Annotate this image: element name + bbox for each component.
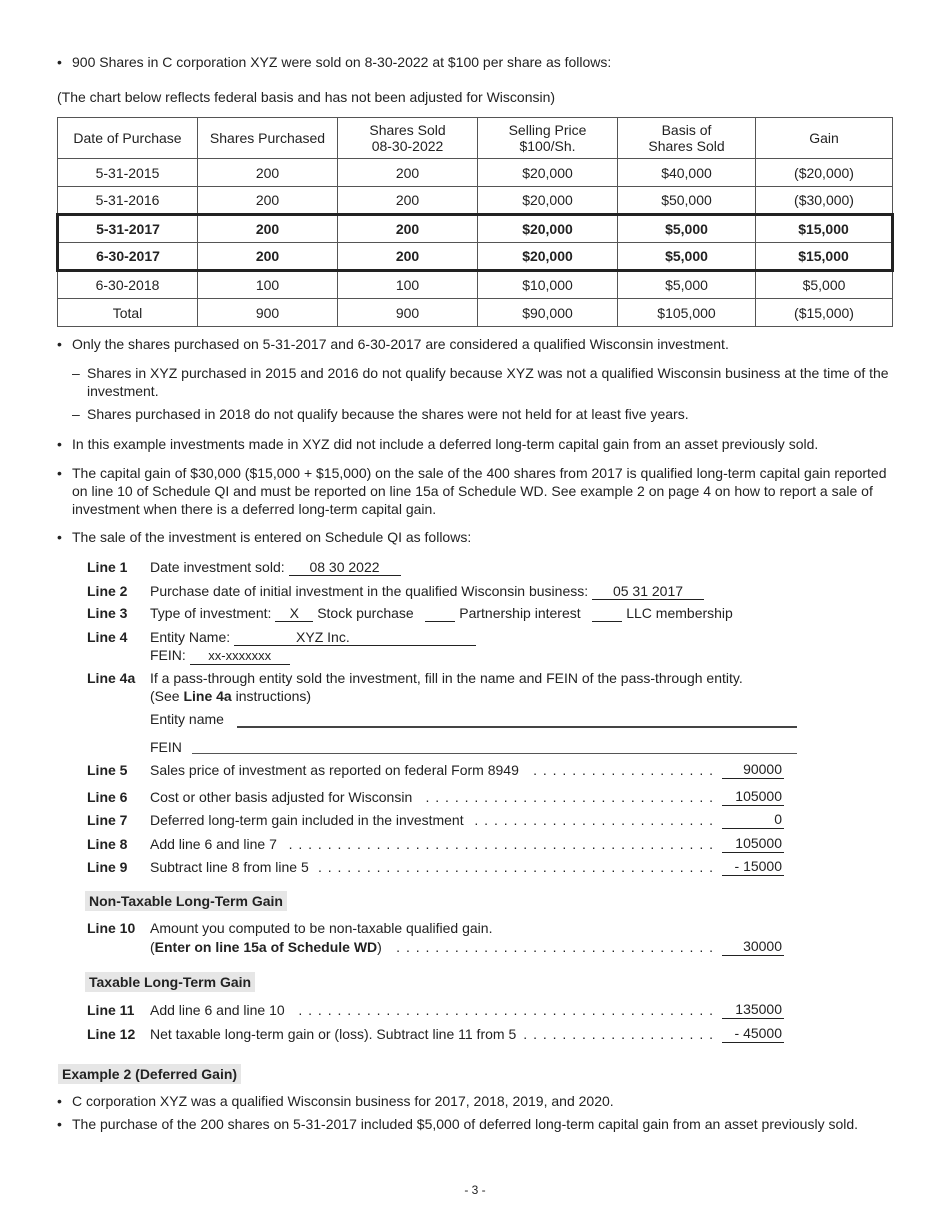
line-text <box>150 582 704 600</box>
leader-dots: . . . . . . . . . . . . . . . . . . . . <box>523 1026 714 1042</box>
table-header <box>58 118 893 159</box>
table-cell: $40,000 <box>618 159 756 187</box>
line-bold: Enter on line 15a of Schedule WD <box>154 939 378 955</box>
table-cell: $10,000 <box>478 271 618 299</box>
sub-bullet: – Shares in XYZ purchased in 2015 and 2016 do not qualify because XYZ was not a qualified Wisconsin business at the time of the investment. <box>72 364 897 400</box>
table-cell: 5-31-2017 <box>58 215 198 243</box>
table-row <box>58 215 893 243</box>
bullet: • The sale of the investment is entered on Schedule QI as follows: <box>57 528 897 546</box>
leader-dots: . . . . . . . . . . . . . . . . . . . . . . . . . . . . . . . . . <box>396 939 714 955</box>
leader-dots: . . . . . . . . . . . . . . . . . . . . . . . . . . . . . . . . . . . . . . . . . <box>317 859 714 875</box>
table-cell: $5,000 <box>618 215 756 243</box>
line-desc: Cost or other basis adjusted for Wisconsin <box>150 789 413 805</box>
leader-dots: . . . . . . . . . . . . . . . . . . . . . . . . . . . . . . <box>425 789 714 805</box>
bullet: • Only the shares purchased on 5-31-2017 and 6-30-2017 are considered a qualified Wisconsin investment. <box>57 335 897 353</box>
bullet: • C corporation XYZ was a qualified Wisconsin business for 2017, 2018, 2019, and 2020. <box>57 1092 897 1110</box>
line-label: Line 12 <box>87 1026 136 1042</box>
table-cell: $5,000 <box>756 271 893 299</box>
pt-entity-name-field[interactable] <box>237 726 797 728</box>
col-date: Date of Purchase <box>58 118 198 159</box>
table-cell: $15,000 <box>756 243 893 271</box>
line-desc: Subtract line 8 from line 5 <box>150 859 309 875</box>
llc-label: LLC membership <box>626 605 733 621</box>
see-bold: Line 4a <box>183 688 232 704</box>
pt-fein-label: FEIN <box>150 739 182 755</box>
line-label: Line 1 <box>87 559 128 575</box>
table-cell: $50,000 <box>618 187 756 215</box>
line11-value[interactable]: 135000 <box>722 1000 784 1019</box>
bullet-text: C corporation XYZ was a qualified Wisconsin business for 2017, 2018, 2019, and 2020. <box>72 1093 614 1109</box>
line12-value[interactable]: - 45000 <box>722 1024 784 1043</box>
line-desc: (Enter on line 15a of Schedule WD) <box>150 939 382 955</box>
pt-entity-label: Entity name <box>150 711 224 727</box>
table-row <box>58 187 893 215</box>
bullet-text: Only the shares purchased on 5-31-2017 and 6-30-2017 are considered a qualified Wisconsin investment. <box>72 336 729 352</box>
table-row <box>58 159 893 187</box>
leader-dots: . . . . . . . . . . . . . . . . . . . <box>533 762 714 778</box>
table-row <box>58 243 893 271</box>
table-cell: 200 <box>198 159 338 187</box>
table-cell: 6-30-2017 <box>58 243 198 271</box>
line-label: Line 11 <box>87 1002 135 1018</box>
line-desc: Add line 6 and line 7 <box>150 836 277 852</box>
line7-value[interactable]: 0 <box>722 810 784 829</box>
table-cell: 200 <box>338 187 478 215</box>
table-cell: 200 <box>338 215 478 243</box>
line9-value[interactable]: - 15000 <box>722 857 784 876</box>
see-text: (See <box>150 688 184 704</box>
sub-bullet: – Shares purchased in 2018 do not qualify because the shares were not held for at least five years. <box>72 405 897 423</box>
purchase-date-field[interactable]: 05 31 2017 <box>592 583 704 600</box>
date-sold-field[interactable]: 08 30 2022 <box>289 559 401 576</box>
page-number: - 3 - <box>464 1183 486 1197</box>
table-cell: ($20,000) <box>756 159 893 187</box>
bullet-text: In this example investments made in XYZ did not include a deferred long-term capital gain from an asset previously sold. <box>72 436 819 452</box>
line-5 <box>87 760 784 779</box>
taxable-header: Taxable Long-Term Gain <box>85 972 255 992</box>
table-cell: 100 <box>338 271 478 299</box>
line-9 <box>87 857 784 876</box>
bullet-text: The sale of the investment is entered on Schedule QI as follows: <box>72 529 472 545</box>
line-text <box>150 628 476 665</box>
table-cell: $5,000 <box>618 271 756 299</box>
entity-label: Entity Name: <box>150 629 231 645</box>
col-shares-sold: Shares Sold 08-30-2022 <box>338 118 478 159</box>
table-cell: 5-31-2016 <box>58 187 198 215</box>
stock-label: Stock purchase <box>317 605 414 621</box>
col-shares-purchased: Shares Purchased <box>198 118 338 159</box>
llc-checkbox[interactable] <box>592 605 622 622</box>
table-cell: 200 <box>338 159 478 187</box>
line6-value[interactable]: 105000 <box>722 787 784 806</box>
line-label: Line 7 <box>87 812 128 828</box>
table-cell: $20,000 <box>478 159 618 187</box>
line8-value[interactable]: 105000 <box>722 834 784 853</box>
leader-dots: . . . . . . . . . . . . . . . . . . . . . . . . . <box>474 812 714 828</box>
col-selling-price: Selling Price $100/Sh. <box>478 118 618 159</box>
col-gain: Gain <box>756 118 893 159</box>
partnership-checkbox[interactable] <box>425 605 455 622</box>
table-cell: 200 <box>198 243 338 271</box>
line-text <box>150 604 733 622</box>
shares-table <box>56 117 894 327</box>
table-row <box>58 299 893 327</box>
line5-value[interactable]: 90000 <box>722 760 784 779</box>
table-cell: 900 <box>198 299 338 327</box>
chart-note: (The chart below reflects federal basis and has not been adjusted for Wisconsin) <box>57 89 556 105</box>
table-row <box>58 271 893 299</box>
line-label: Line 6 <box>87 789 128 805</box>
table-cell: 6-30-2018 <box>58 271 198 299</box>
stock-purchase-checkbox[interactable]: X <box>275 605 313 622</box>
line-8 <box>87 834 784 853</box>
table-cell: 200 <box>338 243 478 271</box>
table-cell: 100 <box>198 271 338 299</box>
line-text <box>150 669 800 705</box>
example2-header: Example 2 (Deferred Gain) <box>58 1064 241 1084</box>
see-text: instructions) <box>231 688 312 704</box>
col-basis: Basis of Shares Sold <box>618 118 756 159</box>
table-cell: $90,000 <box>478 299 618 327</box>
line-desc: Date investment sold: <box>150 559 285 575</box>
bullet: • The capital gain of $30,000 ($15,000 + $15,000) on the sale of the 400 shares from 2017 is qualified long-term capital gain reported on line 10 of Schedule QI and must be reported on line 15a of Schedule WD. See example 2 on page 4 on how to report a sale of investment when there is a deferred long-term capital gain. <box>57 464 897 518</box>
table-cell: $5,000 <box>618 243 756 271</box>
line-desc: Add line 6 and line 10 <box>150 1002 285 1018</box>
line-11 <box>87 1000 784 1019</box>
line-10-value[interactable]: 30000 <box>722 937 784 956</box>
pt-fein-field[interactable] <box>192 753 797 754</box>
bullet-text: Shares purchased in 2018 do not qualify because the shares were not held for at least five years. <box>87 406 689 422</box>
table-cell: $105,000 <box>618 299 756 327</box>
line-label: Line 4a <box>87 670 136 686</box>
line-label: Line 3 <box>87 605 128 621</box>
fein-field[interactable]: xx-xxxxxxx <box>190 648 290 665</box>
line-label: Line 10 <box>87 920 136 936</box>
table-cell: Total <box>58 299 198 327</box>
nontaxable-header: Non-Taxable Long-Term Gain <box>85 891 287 911</box>
bullet-text: The capital gain of $30,000 ($15,000 + $15,000) on the sale of the 400 shares from 2017 is qualified long-term capital gain reported on line 10 of Schedule QI and must be reported on line 15a of Schedule WD. See example 2 on page 4 on how to report a sale of investment when there is a deferred long-term capital gain. <box>72 465 887 517</box>
line-desc: Type of investment: <box>150 605 272 621</box>
line-10-cont <box>87 937 784 956</box>
line-label: Line 5 <box>87 762 128 778</box>
line-desc: Sales price of investment as reported on federal Form 8949 <box>150 762 519 778</box>
fein-label: FEIN: <box>150 647 186 663</box>
line-desc: Amount you computed to be non-taxable qualified gain. <box>150 920 493 936</box>
line-label: Line 8 <box>87 836 128 852</box>
table-cell: 200 <box>198 187 338 215</box>
table-cell: ($30,000) <box>756 187 893 215</box>
line-label: Line 2 <box>87 583 128 599</box>
bullet: • In this example investments made in XYZ did not include a deferred long-term capital gain from an asset previously sold. <box>57 435 897 453</box>
line-text <box>150 558 401 576</box>
line-label: Line 4 <box>87 629 128 645</box>
partnership-label: Partnership interest <box>459 605 581 621</box>
leader-dots: . . . . . . . . . . . . . . . . . . . . . . . . . . . . . . . . . . . . . . . . . . . . <box>288 836 714 852</box>
bullet: • The purchase of the 200 shares on 5-31-2017 included $5,000 of deferred long-term capital gain from an asset previously sold. <box>57 1115 897 1133</box>
table-cell: ($15,000) <box>756 299 893 327</box>
bullet-text: Shares in XYZ purchased in 2015 and 2016 do not qualify because XYZ was not a qualified Wisconsin business at the time of the investment. <box>87 365 889 399</box>
line-desc: Net taxable long-term gain or (loss). Subtract line 11 from 5 <box>150 1026 517 1042</box>
intro-bullet: • 900 Shares in C corporation XYZ were sold on 8-30-2022 at $100 per share as follows: <box>57 53 897 71</box>
table-cell: 5-31-2015 <box>58 159 198 187</box>
table-cell: $15,000 <box>756 215 893 243</box>
line-6 <box>87 787 784 806</box>
entity-name-field[interactable]: XYZ Inc. <box>234 629 476 646</box>
line-label: Line 9 <box>87 859 128 875</box>
bullet-text: The purchase of the 200 shares on 5-31-2017 included $5,000 of deferred long-term capital gain from an asset previously sold. <box>72 1116 859 1132</box>
table-cell: 200 <box>198 215 338 243</box>
line-12 <box>87 1024 784 1043</box>
line-desc: Deferred long-term gain included in the investment <box>150 812 464 828</box>
leader-dots: . . . . . . . . . . . . . . . . . . . . . . . . . . . . . . . . . . . . . . . . . . . <box>298 1002 714 1018</box>
bullet-text: 900 Shares in C corporation XYZ were sold on 8-30-2022 at $100 per share as follows: <box>72 54 612 70</box>
table-cell: $20,000 <box>478 187 618 215</box>
table-cell: $20,000 <box>478 215 618 243</box>
table-cell: $20,000 <box>478 243 618 271</box>
table-cell: 900 <box>338 299 478 327</box>
line-desc: If a pass-through entity sold the investment, fill in the name and FEIN of the pass-through entity. <box>150 670 743 686</box>
line-7 <box>87 810 784 829</box>
line-desc: Purchase date of initial investment in the qualified Wisconsin business: <box>150 583 589 599</box>
